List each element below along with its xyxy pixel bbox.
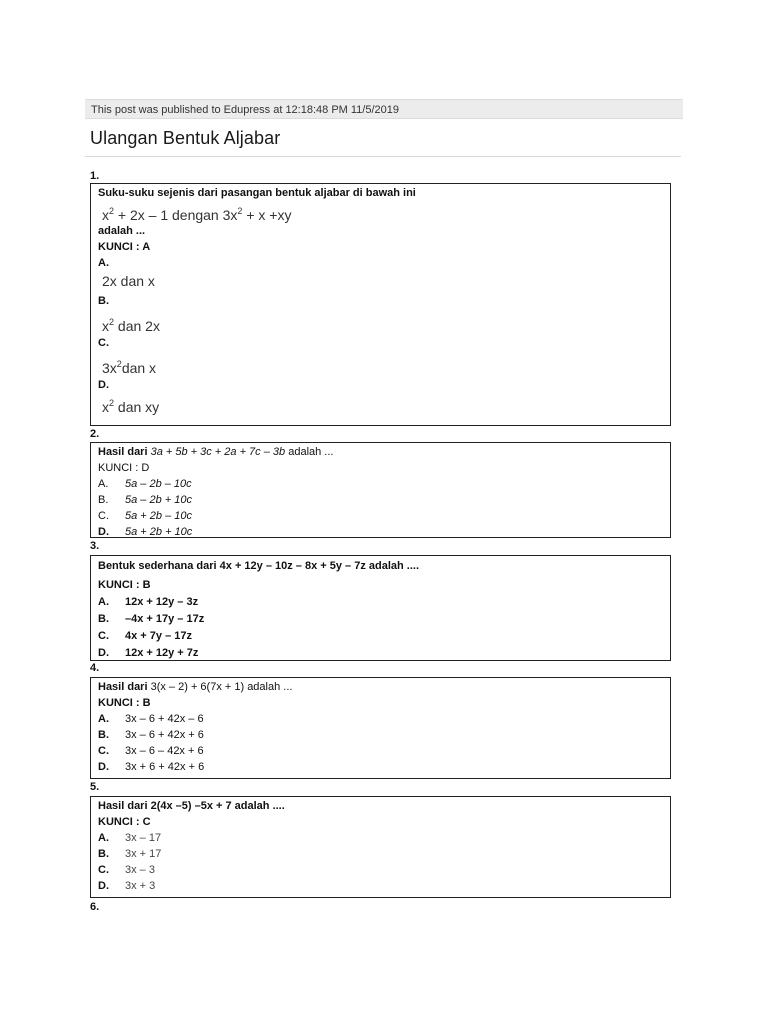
question-2-box — [90, 442, 671, 538]
question-3-key: KUNCI : B — [98, 579, 151, 591]
question-3-box — [90, 555, 671, 661]
question-3-text: Bentuk sederhana dari 4x + 12y – 10z – 8x + 5y – 7z adalah .... — [98, 560, 420, 572]
question-5-option-d: D. 3x + 3 — [98, 880, 156, 892]
question-2-key: KUNCI : D — [98, 462, 150, 474]
question-5-option-a: A. 3x – 17 — [98, 832, 162, 844]
question-4-option-b: B. 3x – 6 + 42x + 6 — [98, 729, 204, 741]
question-1-key: KUNCI : A — [98, 241, 151, 253]
question-1-number: 1. — [90, 170, 100, 182]
question-2-option-b: B. 5a – 2b + 10c — [98, 494, 192, 506]
question-2-option-c: C. 5a + 2b – 10c — [98, 510, 192, 522]
question-2-text: Hasil dari 3a + 5b + 3c + 2a + 7c – 3b adalah ... — [98, 446, 334, 458]
title-divider — [85, 156, 681, 157]
question-5-key: KUNCI : C — [98, 816, 151, 828]
question-4-key: KUNCI : B — [98, 697, 151, 709]
question-1-option-a-value: 2x dan x — [102, 273, 155, 289]
question-1-box — [90, 183, 671, 426]
question-3-option-c: C. 4x + 7y – 17z — [98, 630, 192, 642]
question-1-option-a-label: A. — [98, 257, 109, 269]
question-4-option-d: D. 3x + 6 + 42x + 6 — [98, 761, 205, 773]
question-1-expression: $x^2 + 2x - 1$ dengan $3x^2 + x +xy$ — [102, 206, 292, 223]
question-6-number: 6. — [90, 901, 100, 913]
question-4-option-c: C. 3x – 6 – 42x + 6 — [98, 745, 204, 757]
question-4-option-a: A. 3x – 6 + 42x – 6 — [98, 713, 204, 725]
question-1-option-d-label: D. — [98, 379, 109, 391]
question-3-option-a: A. 12x + 12y – 3z — [98, 596, 199, 608]
question-1-text: Suku-suku sejenis dari pasangan bentuk aljabar di bawah ini — [98, 187, 416, 199]
page-title: Ulangan Bentuk Aljabar — [90, 128, 281, 148]
question-1-option-c-value: $3x^2dan$ x — [102, 359, 157, 376]
question-4-number: 4. — [90, 662, 100, 674]
question-5-box — [90, 796, 671, 898]
question-5-option-c: C. 3x – 3 — [98, 864, 155, 876]
question-1-option-c-label: C. — [98, 337, 109, 349]
question-4-box — [90, 677, 671, 779]
question-4-text: Hasil dari 3(x – 2) + 6(7x + 1) adalah ... — [98, 681, 293, 693]
question-2-number: 2. — [90, 428, 100, 440]
question-1-option-d-value: $x^2$ dan xy — [102, 398, 160, 415]
question-5-number: 5. — [90, 781, 100, 793]
question-1-tail: adalah ... — [98, 225, 146, 237]
question-5-option-b: B. 3x + 17 — [98, 848, 162, 860]
question-3-number: 3. — [90, 540, 100, 552]
question-1-option-b-value: $x^2$ dan 2x — [102, 317, 160, 334]
question-3-option-b: B. –4x + 17y – 17z — [98, 613, 205, 625]
question-1-option-b-label: B. — [98, 295, 109, 307]
question-2-option-d: D. 5a + 2b + 10c — [98, 526, 193, 538]
publish-banner: This post was published to Edupress at 12:18:48 PM 11/5/2019 — [85, 99, 683, 119]
question-5-text: Hasil dari 2(4x –5) –5x + 7 adalah .... — [98, 800, 285, 812]
question-3-option-d: D. 12x + 12y + 7z — [98, 647, 199, 659]
question-2-option-a: A. 5a – 2b – 10c — [98, 478, 192, 490]
